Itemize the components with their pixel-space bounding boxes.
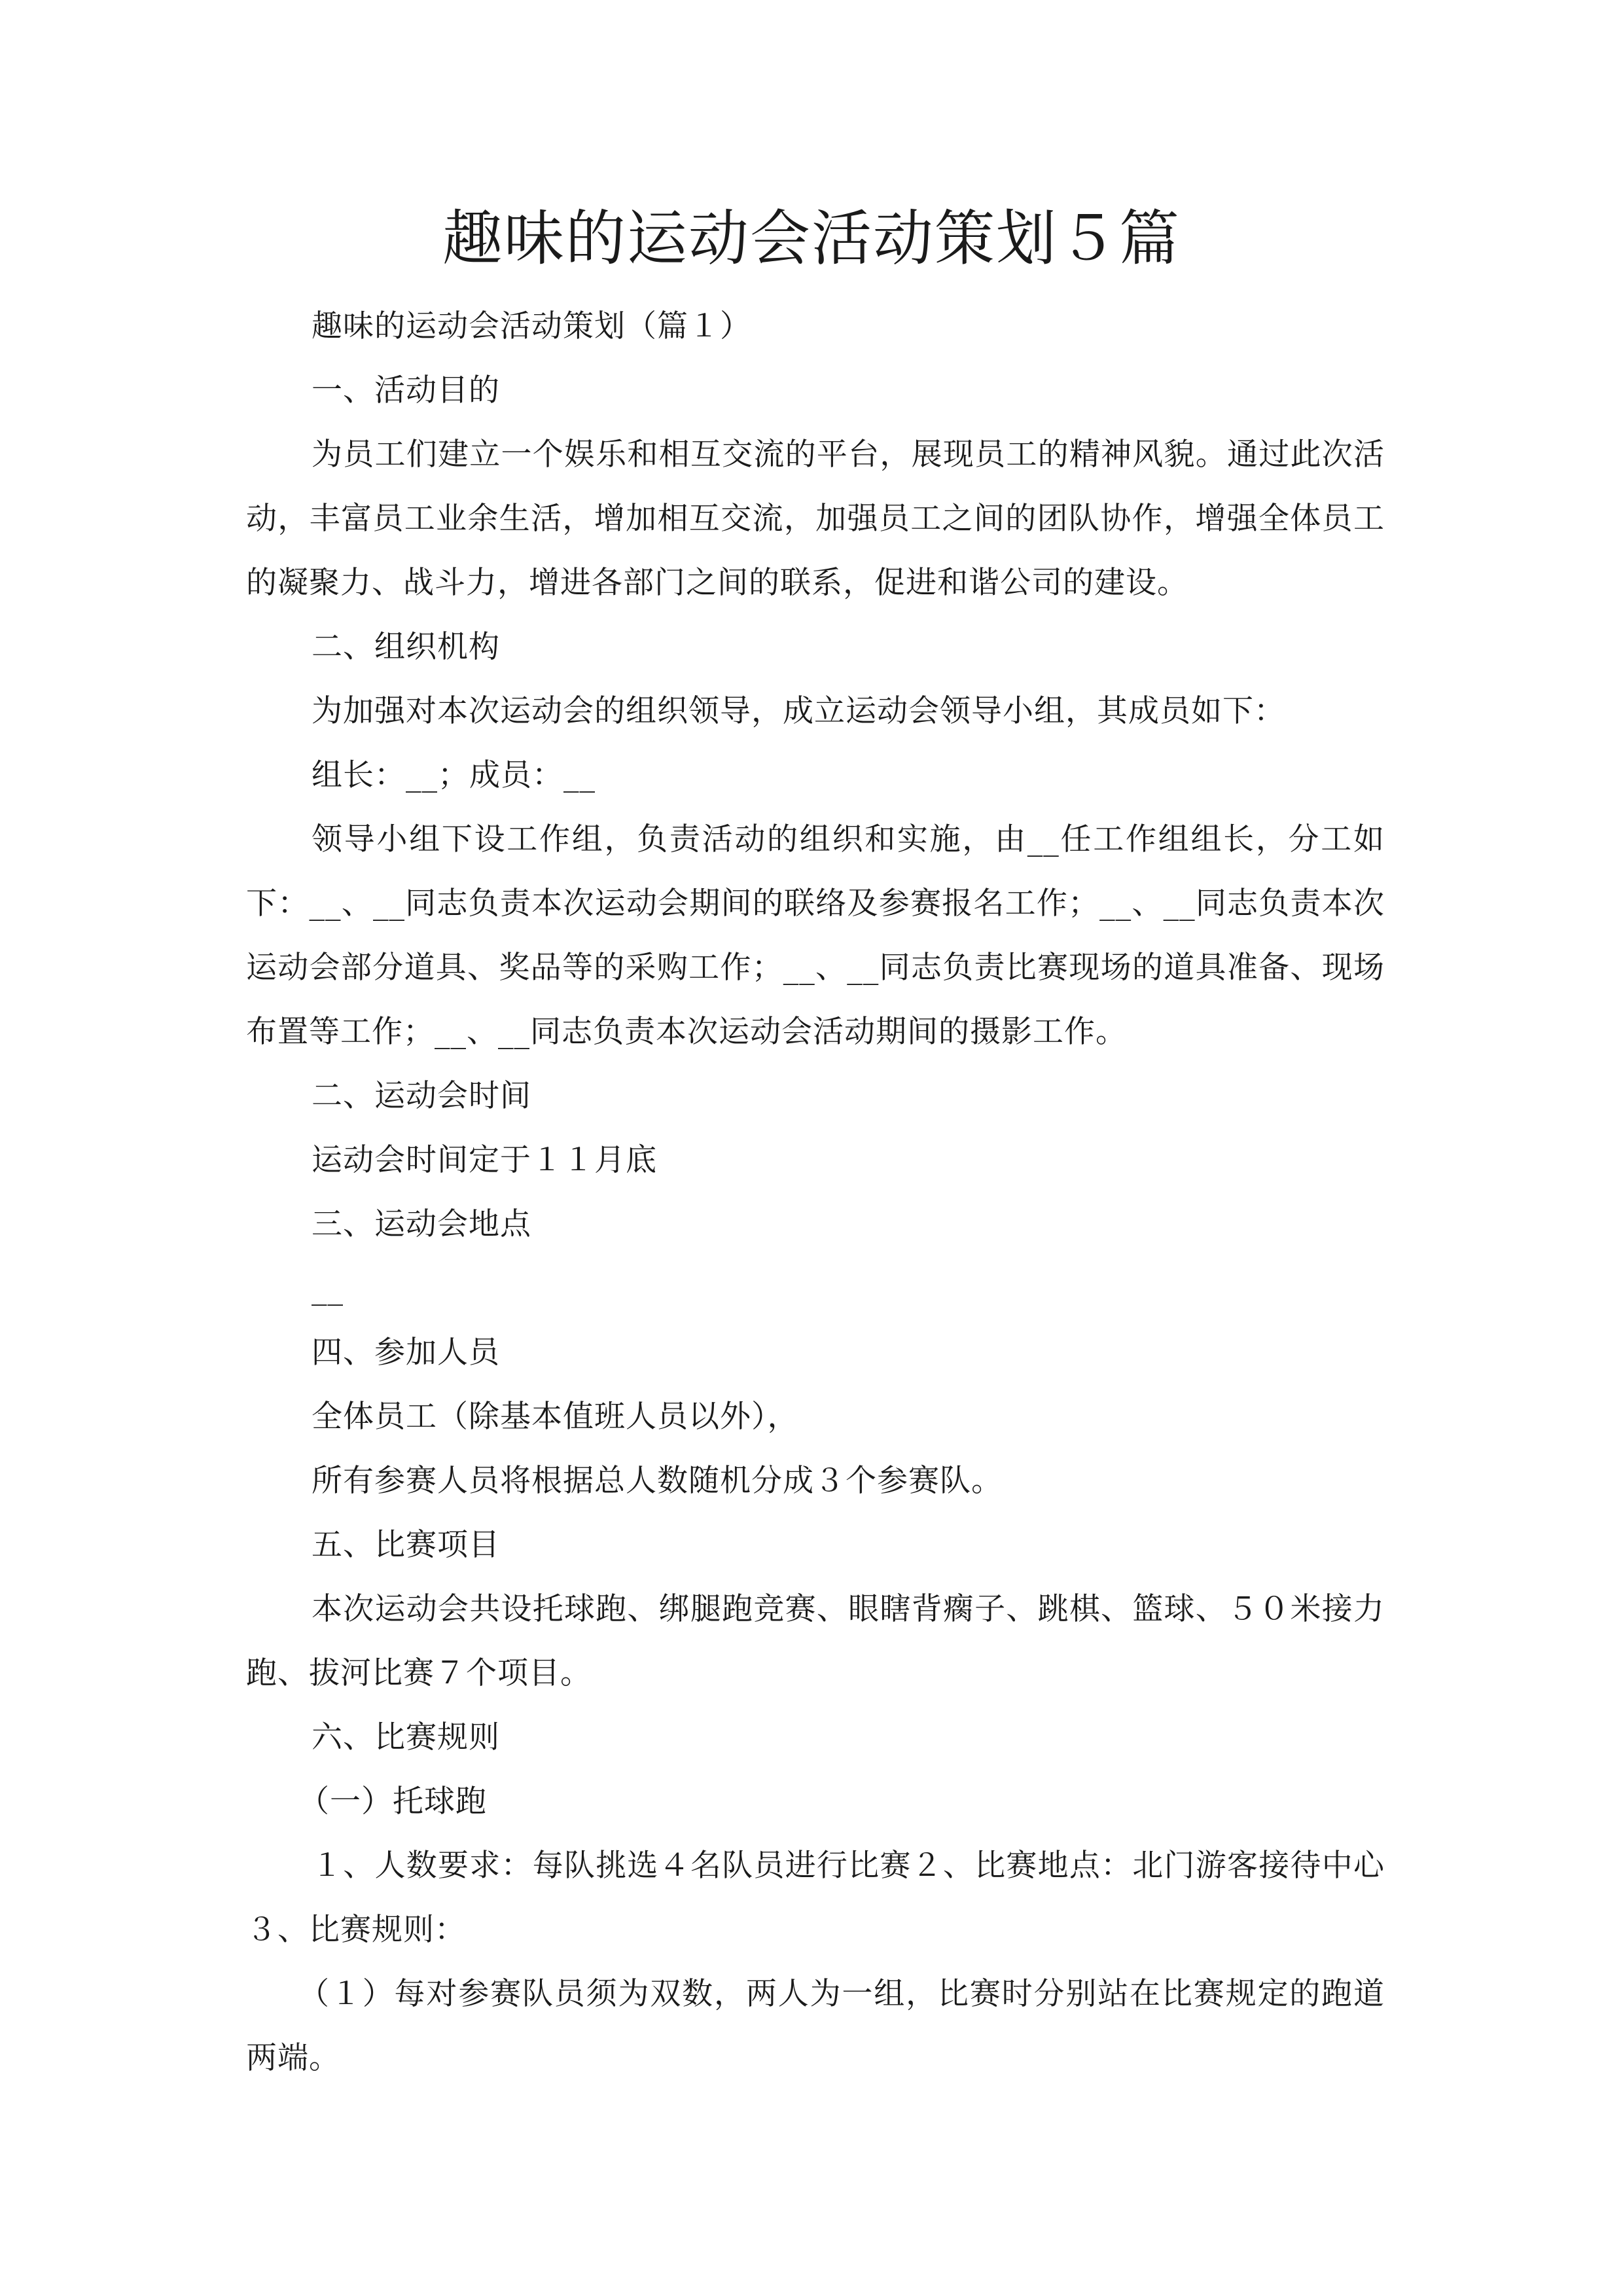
body-paragraph: 为员工们建立一个娱乐和相互交流的平台，展现员工的精神风貌。通过此次活动，丰富员工业余生活，增加相互交流，加强员工之间的团队协作，增强全体员工的凝聚力、战斗力，增进各部门之间的联系，促进和谐公司的建设。: [246, 437, 1385, 601]
body-paragraph: 运动会时间定于１１月底: [312, 1142, 657, 1178]
body-paragraph: __: [312, 1270, 344, 1306]
section-heading: 趣味的运动会活动策划（篇１）: [312, 308, 751, 344]
body-paragraph: 本次运动会共设托球跑、绑腿跑竞赛、眼瞎背瘸子、跳棋、篮球、５０米接力跑、拔河比赛７个项目。: [246, 1591, 1385, 1691]
body-paragraph: 全体员工（除基本值班人员以外），: [312, 1399, 799, 1435]
document-title: 趣味的运动会活动策划５篇: [442, 204, 1181, 274]
section-heading: 一、活动目的: [312, 372, 500, 408]
section-heading: 六、比赛规则: [312, 1719, 500, 1755]
body-paragraph: 为加强对本次运动会的组织领导，成立运动会领导小组，其成员如下：: [312, 693, 1285, 729]
section-heading: 三、运动会地点: [312, 1206, 531, 1242]
body-paragraph: （１）每对参赛队员须为双数，两人为一组，比赛时分别站在比赛规定的跑道两端。: [246, 1976, 1385, 2076]
subsection-heading: （一）托球跑: [298, 1784, 487, 1820]
body-paragraph: 领导小组下设工作组，负责活动的组织和实施，由__任工作组组长，分工如下：__、__同志负责本次运动会期间的联络及参赛报名工作；__、__同志负责本次运动会部分道具、奖品等的采购工作；__、__同志负责比赛现场的道具准备、现场布置等工作；__、__同志负责本次运动会活动期间的摄影工作。: [246, 821, 1385, 1050]
section-heading: 二、组织机构: [312, 629, 500, 665]
section-heading: 五、比赛项目: [312, 1527, 500, 1563]
body-paragraph: 所有参赛人员将根据总人数随机分成３个参赛队。: [312, 1463, 1003, 1499]
body-paragraph: １、人数要求：每队挑选４名队员进行比赛２、比赛地点：北门游客接待中心３、比赛规则：: [246, 1848, 1385, 1948]
document-body: [246, 295, 1385, 2090]
section-heading: 二、运动会时间: [312, 1078, 531, 1114]
body-paragraph: 组长：__；成员：__: [312, 757, 596, 793]
section-heading: 四、参加人员: [312, 1335, 500, 1371]
